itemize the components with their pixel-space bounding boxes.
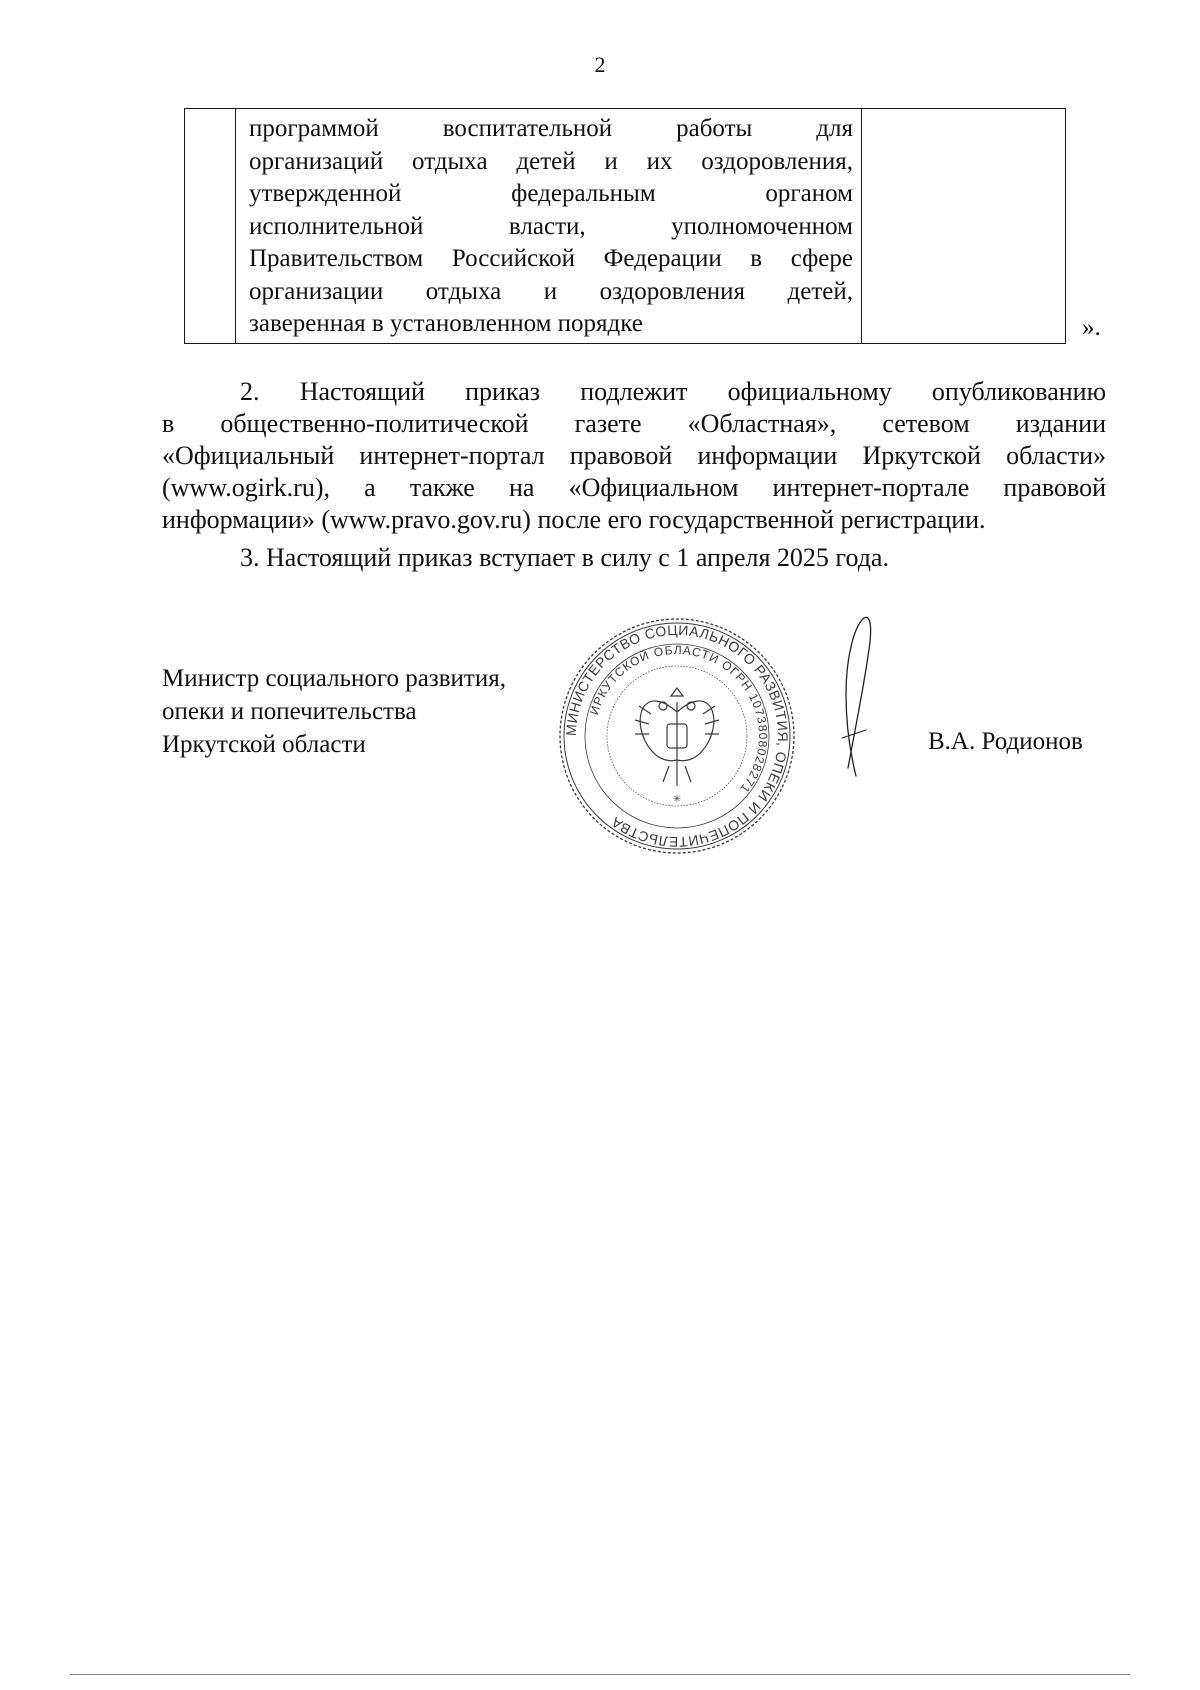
- table-cell-line: организаций отдыха детей и их оздоровления,: [249, 147, 853, 175]
- table-column-divider-left: [235, 109, 236, 343]
- handwritten-signature: [820, 612, 900, 782]
- paragraph-line: 3. Настоящий приказ вступает в силу с 1 апреля 2025 года.: [240, 543, 889, 572]
- paragraph-line: в общественно-политической газете «Областная», сетевом издании: [162, 409, 1106, 438]
- double-headed-eagle-icon: [635, 688, 719, 786]
- stamp-outer-text: МИНИСТЕРСТВО СОЦИАЛЬНОГО РАЗВИТИЯ, ОПЕКИ И ПОПЕЧИТЕЛЬСТВА: [562, 621, 792, 851]
- table-cell-line: утвержденной федеральным органом: [249, 180, 853, 207]
- stamp-inner-text: ИРКУТСКОЙ ОБЛАСТИ ОГРН 1073808028271: [586, 642, 771, 797]
- paragraph-line: «Официальный интернет-портал правовой информации Иркутской области»: [162, 441, 1106, 470]
- signatory-title-line: опеки и попечительства: [162, 698, 417, 725]
- signatory-name: В.А. Родионов: [928, 728, 1083, 755]
- table-cell-line: заверенная в установленном порядке: [249, 310, 643, 337]
- page-bottom-rule: [70, 1674, 1130, 1675]
- paragraph-line: 2. Настоящий приказ подлежит официальному опубликованию: [240, 377, 1106, 406]
- signatory-title-line: Иркутской области: [162, 731, 366, 758]
- signatory-title: [162, 662, 506, 761]
- table-cell-line: организации отдыха и оздоровления детей,: [249, 277, 853, 305]
- paragraph-line: информации» (www.pravo.gov.ru) после его государственной регистрации.: [162, 505, 986, 534]
- paragraph-line: (www.ogirk.ru), а также на «Официальном интернет-портале правовой: [162, 473, 1106, 502]
- stamp-star-icon: ✳: [672, 794, 682, 805]
- page-number: 2: [594, 52, 606, 77]
- table-cell-line: исполнительной власти, уполномоченном: [249, 212, 853, 240]
- table-continuation: [184, 108, 1066, 344]
- paragraph-2: [162, 376, 1106, 536]
- table-cell-text: [249, 113, 853, 341]
- paragraph-3: [162, 542, 1106, 574]
- closing-quote: ».: [1082, 314, 1101, 341]
- table-column-divider-right: [861, 109, 862, 343]
- official-seal-stamp: [557, 616, 797, 856]
- signatory-title-line: Министр социального развития,: [162, 665, 506, 692]
- table-cell-line: Правительством Российской Федерации в сфере: [249, 245, 853, 272]
- table-cell-line: программой воспитательной работы для: [249, 115, 853, 142]
